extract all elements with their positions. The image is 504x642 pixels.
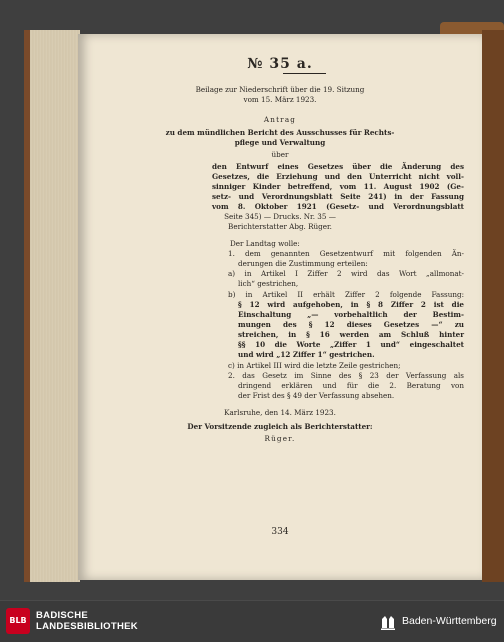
number-underline [283, 73, 326, 74]
body-line: a) in Artikel I Ziffer 2 wird das Wort „allmonat- [228, 269, 464, 278]
body-line: der Frist des § 49 der Verfassung absehen. [238, 391, 395, 400]
body-line: derungen die Zustimmung erteilen: [238, 259, 368, 268]
signature-line: Rüger. [264, 434, 296, 443]
footer-bar [0, 600, 504, 642]
body-line: lich“ gestrichen, [238, 279, 299, 288]
state-name[interactable]: Baden-Württemberg [402, 615, 497, 627]
page-edges [30, 30, 80, 582]
library-name[interactable] [36, 610, 138, 632]
page-text [78, 34, 482, 580]
book-cover-right [482, 30, 504, 582]
body-line: und wird „12 Ziffer 1“ gestrichen. [238, 350, 375, 359]
bericht-line: pflege und Verwaltung [234, 138, 326, 147]
body-line: § 12 wird aufgehoben, in § 8 Ziffer 2 ist die [238, 300, 464, 309]
document-number: № 35 a. [247, 56, 313, 72]
body-line: dringend erklären und für die 2. Beratung von [238, 381, 464, 390]
vorsitz-line: Der Vorsitzende zugleich als Berichterstatter: [187, 422, 373, 431]
body-line: §§ 10 die Worte „Ziffer 1 und“ eingeschaltet [238, 340, 464, 349]
body-line: Einschaltung „— vorbehaltlich der Bestim- [238, 310, 464, 319]
blb-logo-icon[interactable]: BLB [6, 608, 30, 634]
entwurf-line: sinniger Kinder betreffend, vom 11. August 1902 (Ge- [212, 182, 464, 191]
ueber-line: über [271, 150, 289, 159]
body-line: 1. dem genannten Gesetzentwurf mit folgenden Än- [228, 249, 464, 258]
body-line: streichen, in § 16 werden am Schluß hinter [238, 330, 464, 339]
library-name-line: BADISCHE [36, 610, 89, 621]
entwurf-line: Gesetzes, die Erziehung und den Unterricht nicht voll- [212, 172, 464, 181]
page-number: 334 [271, 527, 289, 537]
body-line: 2. das Gesetz im Sinne des § 23 der Verfassung als [228, 371, 464, 380]
body-line: Der Landtag wolle: [230, 239, 300, 248]
entwurf-line: Seite 345) — Drucks. Nr. 35 — [224, 212, 336, 221]
entwurf-line: den Entwurf eines Gesetzes über die Änderung des [212, 162, 464, 171]
body-line: b) in Artikel II erhält Ziffer 2 folgende Fassung: [228, 290, 464, 299]
berichterstatter-line: Berichterstatter Abg. Rüger. [228, 222, 332, 231]
antrag-heading: Antrag [263, 115, 297, 124]
beilage-line: Beilage zur Niederschrift über die 19. Sitzung [195, 85, 365, 94]
entwurf-line: setz- und Verordnungsblatt Seite 241) in der Fassung [212, 192, 464, 201]
date-line: Karlsruhe, den 14. März 1923. [224, 408, 336, 417]
bericht-line: zu dem mündlichen Bericht des Ausschusses für Rechts- [165, 128, 395, 137]
baden-wuerttemberg-lions-icon[interactable] [379, 613, 397, 631]
library-name-line: LANDESBIBLIOTHEK [36, 621, 138, 632]
body-line: c) in Artikel III wird die letzte Zeile gestrichen; [228, 361, 401, 370]
beilage-date: vom 15. März 1923. [243, 95, 317, 104]
body-line: mungen des § 12 dieses Gesetzes —“ zu [238, 320, 464, 329]
entwurf-line: vom 8. Oktober 1921 (Gesetz- und Verordnungsblatt [212, 202, 464, 211]
